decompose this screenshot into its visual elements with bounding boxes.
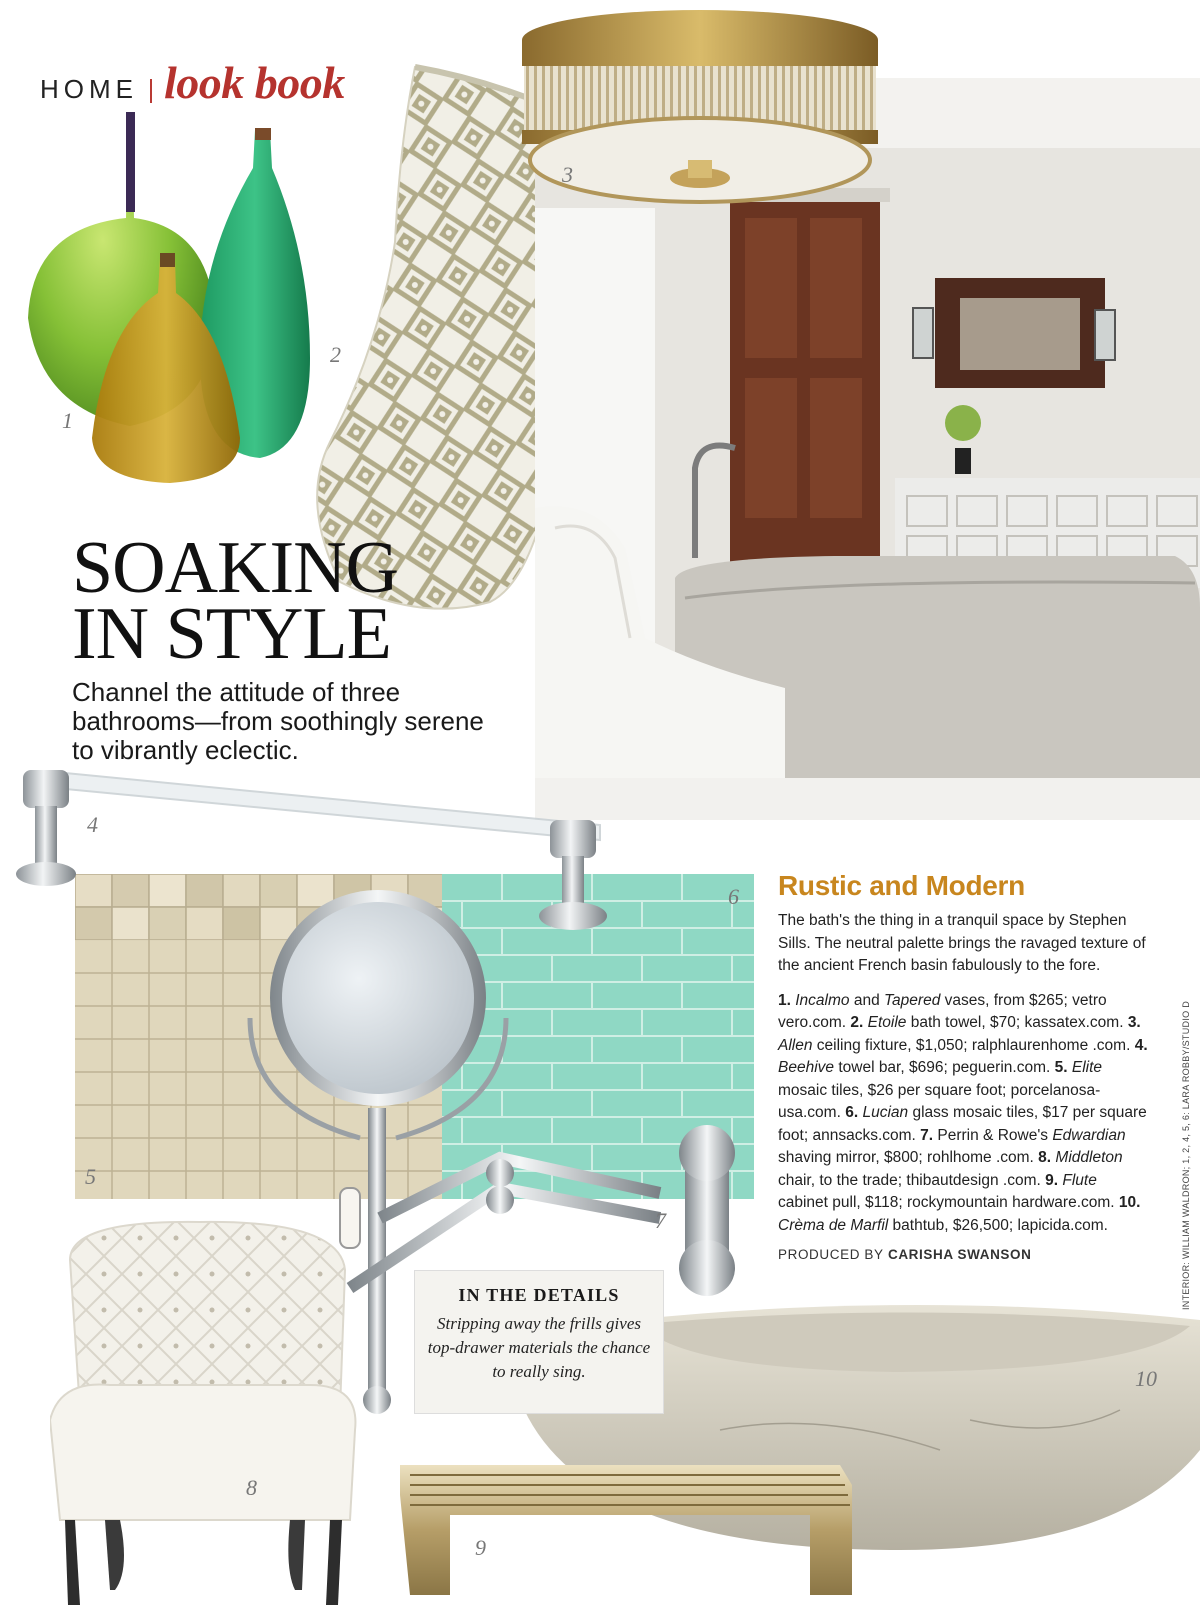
producer-credit [778,1247,1150,1262]
credit-detail: cabinet pull, $118; rockymountain hardware.com. [778,1194,1119,1211]
credit-joiner: and [849,991,885,1009]
credit-detail: ceiling fixture, $1,050; ralphlaurenhome .com. [812,1036,1135,1054]
vases-image [10,108,310,498]
credit-detail: shaving mirror, $800; rohlhome .com. [778,1149,1039,1166]
credit-name: Flute [1062,1171,1097,1189]
credit-num: 9. [1045,1171,1059,1189]
product-number-3: 3 [562,162,573,187]
credit-name: Edwardian [1052,1126,1126,1144]
product-number-4: 4 [87,812,98,837]
product-number-8: 8 [246,1475,257,1500]
credit-detail: glass mosaic tiles, $17 per square foot; annsacks.com. [778,1104,1147,1144]
callout-body: Stripping away the frills gives top-drawer materials the chance to really sing. [427,1314,651,1381]
headline [72,527,472,675]
credit-name: Allen [778,1036,813,1054]
tufted-chair-image [50,1220,370,1613]
credit-name: Middleton [1055,1149,1123,1166]
section-divider [150,79,152,103]
credit-name: Etoile [867,1014,907,1031]
copy-intro: The bath's the thing in a tranquil space by Stephen Sills. The neutral palette brings the ravaged texture of the ancient French basin fabulously to the fore. [778,912,1146,974]
product-number-2: 2 [330,342,341,367]
credit-num: 5. [1054,1059,1068,1076]
product-number-5: 5 [85,1164,96,1189]
credit-detail: bathtub, $26,500; lapicida.com. [888,1216,1108,1234]
producer-label: PRODUCED BY [778,1247,884,1262]
producer-name: CARISHA SWANSON [887,1247,1032,1262]
credit-num: 1. [778,991,791,1009]
credit-name: Tapered [884,991,941,1009]
credit-name: Beehive [778,1059,835,1076]
copy-title: Rustic and Modern [778,870,1025,901]
credit-name: Incalmo [795,991,850,1009]
product-credits [778,990,1150,1238]
credit-detail: vases, from $265; vetro vero.com. [778,991,1107,1031]
credit-detail: bath towel, $70; kassatex.com. [906,1014,1128,1031]
dek: Channel the attitude of three bathrooms—from soothingly serene to vibrantly eclectic. [72,677,484,765]
credit-detail: towel bar, $696; peguerin.com. [834,1059,1055,1076]
product-number-9: 9 [475,1535,486,1560]
headline-line-2: IN STYLE [72,593,391,675]
product-number-1: 1 [62,408,73,433]
callout-title: IN THE DETAILS [458,1285,620,1305]
details-callout [414,1270,664,1414]
cabinet-pull-image [400,1455,860,1613]
credit-num: 7. [920,1126,934,1144]
credit-detail: mosaic tiles, $26 per square foot; porcelanosa-usa.com. [778,1081,1101,1121]
credit-num: 4. [1134,1036,1148,1054]
product-number-6: 6 [728,884,739,909]
photo-credit: INTERIOR: WILLIAM WALDRON; 1, 2, 4, 5, 6: LARA ROBBY/STUDIO D [1181,1000,1191,1310]
product-number-10: 10 [1135,1366,1157,1391]
credit-num: 10. [1118,1194,1141,1211]
credit-name: Lucian [862,1104,909,1121]
headline-line-1: SOAKING [72,527,398,609]
product-number-7: 7 [655,1208,666,1233]
section-label: HOME [40,74,138,104]
section-name: look book [164,57,345,108]
credit-name: Crèma de Marfil [778,1216,889,1234]
credit-num: 3. [1127,1014,1141,1031]
credit-num: 8. [1038,1149,1052,1166]
credit-num: 6. [845,1104,859,1121]
credit-lead: Perrin & Rowe's [933,1126,1053,1144]
article-copy [778,870,1150,1262]
credit-name: Elite [1071,1059,1103,1076]
ceiling-fixture-image [510,0,890,212]
credit-num: 2. [850,1014,864,1031]
credit-detail: chair, to the trade; thibautdesign .com. [778,1171,1046,1189]
